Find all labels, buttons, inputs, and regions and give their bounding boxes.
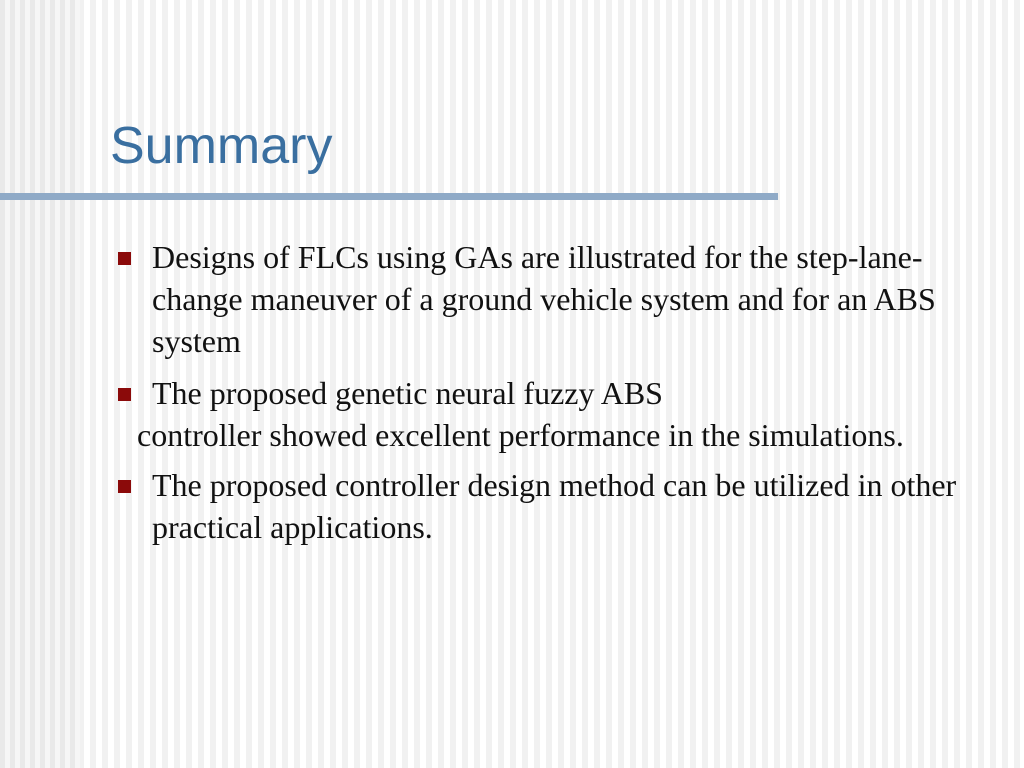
square-bullet-icon	[118, 252, 131, 265]
bullet-text: The proposed controller design method can be utilized in other practical applications.	[152, 467, 957, 545]
bullet-text: The proposed genetic neural fuzzy ABS	[152, 375, 663, 411]
bullet-item	[110, 464, 970, 548]
bullet-list	[110, 236, 970, 548]
square-bullet-icon	[118, 388, 131, 401]
bullet-text: controller showed excellent performance in the simulations.	[137, 417, 904, 453]
bullet-item	[110, 372, 970, 414]
bullet-continuation	[110, 414, 970, 456]
slide-title: Summary	[110, 117, 333, 175]
title-underline-rule	[0, 193, 778, 200]
bullet-item	[110, 236, 970, 362]
bullet-text: Designs of FLCs using GAs are illustrated for the step-lane-change maneuver of a ground vehicle system and for an ABS system	[152, 239, 936, 359]
square-bullet-icon	[118, 480, 131, 493]
background-stripes	[0, 0, 80, 768]
